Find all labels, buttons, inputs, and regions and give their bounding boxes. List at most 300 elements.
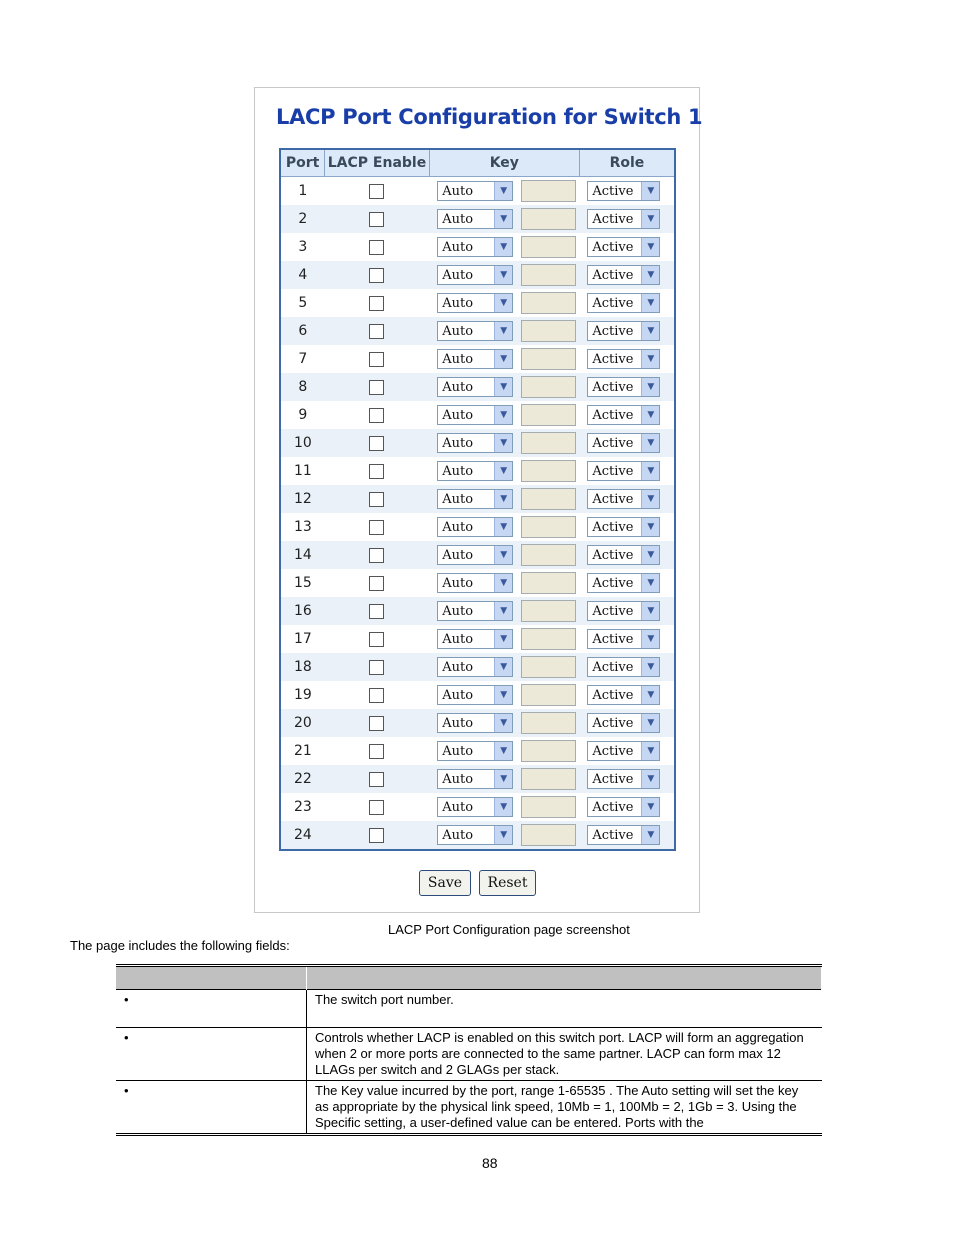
key-select[interactable] [437,265,513,285]
chevron-down-icon[interactable]: ▼ [641,742,659,760]
port-number: 5 [280,289,325,317]
table-row [280,681,675,709]
role-cell [579,513,675,541]
key-select-value: Auto [442,239,474,255]
lacp-enable-cell [325,177,430,206]
role-cell [579,541,675,569]
key-select[interactable] [437,629,513,649]
bullet: • [124,1083,129,1098]
field-description: The switch port number. [307,990,822,1028]
role-select[interactable] [587,489,660,509]
lacp-enable-checkbox[interactable] [369,268,384,283]
port-number: 23 [280,793,325,821]
key-select[interactable] [437,489,513,509]
key-select[interactable] [437,545,513,565]
chevron-down-icon[interactable]: ▼ [494,742,512,760]
role-cell [579,485,675,513]
field-description: The Key value incurred by the port, range 1-65535 . The Auto setting will set the key as appropriate by the physical link speed, 10Mb = 1, 100Mb = 2, 1Gb = 3. Using the Specific setting, a user-defined value can be entered. Ports with the [307,1081,822,1135]
role-select-value: Active [592,603,634,619]
table-row [280,401,675,429]
lacp-enable-checkbox[interactable] [369,828,384,843]
lacp-enable-checkbox[interactable] [369,436,384,451]
lacp-enable-checkbox[interactable] [369,632,384,647]
table-row [280,653,675,681]
key-value-input [521,292,576,314]
key-value-input [521,404,576,426]
chevron-down-icon[interactable]: ▼ [494,658,512,676]
chevron-down-icon[interactable]: ▼ [494,294,512,312]
bullet: • [124,1030,129,1045]
key-select[interactable] [437,377,513,397]
key-select[interactable] [437,181,513,201]
intro-text: The page includes the following fields: [70,938,290,953]
lacp-enable-checkbox[interactable] [369,716,384,731]
role-select[interactable] [587,545,660,565]
role-select-value: Active [592,715,634,731]
chevron-down-icon[interactable]: ▼ [494,518,512,536]
role-select[interactable] [587,517,660,537]
port-number: 9 [280,401,325,429]
key-value-input [521,824,576,846]
role-select-value: Active [592,799,634,815]
chevron-down-icon[interactable]: ▼ [641,518,659,536]
role-cell [579,457,675,485]
table-row [116,1028,822,1081]
reset-button[interactable]: Reset [479,870,536,896]
role-select-value: Active [592,407,634,423]
lacp-enable-cell [325,737,430,765]
key-select-value: Auto [442,603,474,619]
key-select[interactable] [437,769,513,789]
role-select[interactable] [587,713,660,733]
role-cell [579,569,675,597]
role-select-value: Active [592,463,634,479]
role-select[interactable] [587,601,660,621]
lacp-enable-checkbox[interactable] [369,324,384,339]
lacp-enable-cell [325,261,430,289]
lacp-enable-checkbox[interactable] [369,492,384,507]
chevron-down-icon[interactable]: ▼ [641,630,659,648]
role-cell [579,261,675,289]
lacp-enable-cell [325,429,430,457]
port-number: 17 [280,625,325,653]
key-select-value: Auto [442,183,474,199]
key-cell [429,541,579,569]
role-select[interactable] [587,461,660,481]
role-select[interactable] [587,321,660,341]
role-cell [579,205,675,233]
key-select[interactable] [437,601,513,621]
chevron-down-icon[interactable]: ▼ [641,798,659,816]
column-header-key: Key [429,149,579,177]
lacp-enable-checkbox[interactable] [369,520,384,535]
key-select-value: Auto [442,519,474,535]
role-cell [579,597,675,625]
role-select[interactable] [587,741,660,761]
role-select[interactable] [587,825,660,845]
key-select[interactable] [437,685,513,705]
lacp-enable-cell [325,485,430,513]
key-select[interactable] [437,825,513,845]
table-body [280,177,675,851]
lacp-enable-cell [325,373,430,401]
key-select[interactable] [437,713,513,733]
table-row [280,793,675,821]
key-cell [429,513,579,541]
role-cell [579,737,675,765]
role-cell [579,177,675,206]
figure-caption: LACP Port Configuration page screenshot [388,922,630,937]
key-select-value: Auto [442,267,474,283]
table-header-row [280,149,675,177]
key-value-input [521,768,576,790]
lacp-enable-checkbox[interactable] [369,240,384,255]
lacp-enable-checkbox[interactable] [369,212,384,227]
key-cell [429,261,579,289]
chevron-down-icon[interactable]: ▼ [494,602,512,620]
chevron-down-icon[interactable]: ▼ [641,322,659,340]
key-cell [429,625,579,653]
role-cell [579,709,675,737]
key-cell [429,821,579,850]
lacp-enable-cell [325,457,430,485]
lacp-enable-cell [325,205,430,233]
key-select[interactable] [437,209,513,229]
key-select-value: Auto [442,463,474,479]
chevron-down-icon[interactable]: ▼ [494,770,512,788]
key-select-value: Auto [442,547,474,563]
column-header-port: Port [280,149,325,177]
key-value-input [521,348,576,370]
fields-header-object [116,966,307,990]
chevron-down-icon[interactable]: ▼ [641,714,659,732]
table-row [280,373,675,401]
key-select-value: Auto [442,407,474,423]
table-row [280,569,675,597]
role-select[interactable] [587,349,660,369]
lacp-enable-checkbox[interactable] [369,380,384,395]
table-row [280,625,675,653]
lacp-enable-cell [325,681,430,709]
lacp-enable-checkbox[interactable] [369,688,384,703]
lacp-enable-cell [325,401,430,429]
chevron-down-icon[interactable]: ▼ [641,406,659,424]
chevron-down-icon[interactable]: ▼ [641,770,659,788]
role-cell [579,345,675,373]
table-row [280,765,675,793]
lacp-enable-cell [325,345,430,373]
chevron-down-icon[interactable]: ▼ [494,490,512,508]
role-select-value: Active [592,323,634,339]
key-cell [429,401,579,429]
chevron-down-icon[interactable]: ▼ [641,826,659,844]
key-select[interactable] [437,293,513,313]
role-select[interactable] [587,405,660,425]
lacp-enable-cell [325,793,430,821]
chevron-down-icon[interactable]: ▼ [641,294,659,312]
key-cell [429,345,579,373]
key-select[interactable] [437,517,513,537]
chevron-down-icon[interactable]: ▼ [641,686,659,704]
table-row [280,429,675,457]
lacp-enable-cell [325,569,430,597]
key-select[interactable] [437,405,513,425]
lacp-enable-cell [325,709,430,737]
role-select[interactable] [587,629,660,649]
role-cell [579,625,675,653]
role-select-value: Active [592,827,634,843]
chevron-down-icon[interactable]: ▼ [494,798,512,816]
table-row [280,345,675,373]
role-select[interactable] [587,265,660,285]
lacp-enable-checkbox[interactable] [369,576,384,591]
key-select-value: Auto [442,211,474,227]
key-value-input [521,740,576,762]
table-row [280,457,675,485]
key-cell [429,765,579,793]
role-cell [579,429,675,457]
key-select[interactable] [437,321,513,341]
chevron-down-icon[interactable]: ▼ [494,378,512,396]
key-select-value: Auto [442,659,474,675]
chevron-down-icon[interactable]: ▼ [494,686,512,704]
role-select[interactable] [587,181,660,201]
key-select-value: Auto [442,351,474,367]
chevron-down-icon[interactable]: ▼ [641,574,659,592]
field-description: Controls whether LACP is enabled on this switch port. LACP will form an aggregation when 2 or more ports are connected to the same partner. LACP can form max 12 LLAGs per switch and 2 GLAGs per stack. [307,1028,822,1081]
lacp-enable-checkbox[interactable] [369,604,384,619]
key-cell [429,317,579,345]
role-select[interactable] [587,433,660,453]
lacp-enable-checkbox[interactable] [369,548,384,563]
key-select-value: Auto [442,295,474,311]
role-select-value: Active [592,239,634,255]
key-select[interactable] [437,573,513,593]
field-name-cell [116,1028,307,1081]
port-number: 8 [280,373,325,401]
role-select[interactable] [587,657,660,677]
lacp-screenshot-frame [254,87,703,913]
key-select-value: Auto [442,379,474,395]
chevron-down-icon[interactable]: ▼ [494,406,512,424]
table-row [280,205,675,233]
role-select-value: Active [592,519,634,535]
role-cell [579,653,675,681]
key-value-input [521,264,576,286]
lacp-enable-cell [325,317,430,345]
port-number: 1 [280,177,325,206]
table-row [280,233,675,261]
lacp-enable-checkbox[interactable] [369,772,384,787]
role-select[interactable] [587,573,660,593]
table-row [280,289,675,317]
save-button[interactable]: Save [419,870,471,896]
port-number: 20 [280,709,325,737]
lacp-enable-cell [325,821,430,850]
port-number: 10 [280,429,325,457]
key-value-input [521,180,576,202]
role-select-value: Active [592,211,634,227]
table-row [280,513,675,541]
key-select[interactable] [437,237,513,257]
key-select-value: Auto [442,715,474,731]
chevron-down-icon[interactable]: ▼ [494,630,512,648]
lacp-enable-checkbox[interactable] [369,464,384,479]
key-select[interactable] [437,349,513,369]
lacp-enable-checkbox[interactable] [369,352,384,367]
key-select[interactable] [437,461,513,481]
key-value-input [521,572,576,594]
port-number: 6 [280,317,325,345]
lacp-enable-checkbox[interactable] [369,660,384,675]
chevron-down-icon[interactable]: ▼ [494,182,512,200]
chevron-down-icon[interactable]: ▼ [641,462,659,480]
role-cell [579,793,675,821]
key-value-input [521,656,576,678]
chevron-down-icon[interactable]: ▼ [641,350,659,368]
role-select[interactable] [587,293,660,313]
role-select[interactable] [587,685,660,705]
lacp-enable-checkbox[interactable] [369,296,384,311]
chevron-down-icon[interactable]: ▼ [641,182,659,200]
key-select-value: Auto [442,827,474,843]
key-cell [429,205,579,233]
key-value-input [521,488,576,510]
chevron-down-icon[interactable]: ▼ [494,210,512,228]
role-cell [579,681,675,709]
key-value-input [521,516,576,538]
key-cell [429,681,579,709]
table-row [280,597,675,625]
role-cell [579,233,675,261]
key-select-value: Auto [442,771,474,787]
table-row [280,737,675,765]
lacp-enable-checkbox[interactable] [369,184,384,199]
lacp-enable-cell [325,513,430,541]
chevron-down-icon[interactable]: ▼ [641,490,659,508]
role-select[interactable] [587,209,660,229]
role-select-value: Active [592,267,634,283]
key-select-value: Auto [442,435,474,451]
key-select-value: Auto [442,743,474,759]
key-value-input [521,320,576,342]
port-number: 4 [280,261,325,289]
key-cell [429,569,579,597]
chevron-down-icon[interactable]: ▼ [494,546,512,564]
role-cell [579,317,675,345]
role-cell [579,821,675,850]
table-row [280,261,675,289]
chevron-down-icon[interactable]: ▼ [641,546,659,564]
lacp-enable-cell [325,597,430,625]
chevron-down-icon[interactable]: ▼ [641,378,659,396]
chevron-down-icon[interactable]: ▼ [494,322,512,340]
role-select-value: Active [592,183,634,199]
chevron-down-icon[interactable]: ▼ [641,658,659,676]
role-select-value: Active [592,379,634,395]
chevron-down-icon[interactable]: ▼ [494,238,512,256]
role-select[interactable] [587,769,660,789]
role-select-value: Active [592,491,634,507]
port-number: 12 [280,485,325,513]
role-select-value: Active [592,771,634,787]
lacp-enable-checkbox[interactable] [369,744,384,759]
chevron-down-icon[interactable]: ▼ [494,714,512,732]
key-select-value: Auto [442,631,474,647]
chevron-down-icon[interactable]: ▼ [641,238,659,256]
port-number: 2 [280,205,325,233]
port-number: 21 [280,737,325,765]
role-cell [579,289,675,317]
chevron-down-icon[interactable]: ▼ [494,350,512,368]
lacp-enable-checkbox[interactable] [369,408,384,423]
fields-header-description [307,966,822,990]
key-cell [429,289,579,317]
chevron-down-icon[interactable]: ▼ [641,266,659,284]
key-cell [429,653,579,681]
key-cell [429,793,579,821]
key-cell [429,709,579,737]
key-select[interactable] [437,657,513,677]
port-number: 22 [280,765,325,793]
chevron-down-icon[interactable]: ▼ [494,434,512,452]
chevron-down-icon[interactable]: ▼ [494,574,512,592]
role-select-value: Active [592,547,634,563]
role-cell [579,765,675,793]
key-select[interactable] [437,433,513,453]
role-select[interactable] [587,797,660,817]
key-select[interactable] [437,797,513,817]
chevron-down-icon[interactable]: ▼ [641,602,659,620]
chevron-down-icon[interactable]: ▼ [641,434,659,452]
lacp-enable-cell [325,289,430,317]
lacp-enable-checkbox[interactable] [369,800,384,815]
key-select[interactable] [437,741,513,761]
chevron-down-icon[interactable]: ▼ [641,210,659,228]
role-select-value: Active [592,743,634,759]
lacp-enable-cell [325,765,430,793]
lacp-enable-cell [325,653,430,681]
role-select-value: Active [592,435,634,451]
key-value-input [521,432,576,454]
key-value-input [521,600,576,622]
column-header-lacp-enable: LACP Enable [325,149,430,177]
lacp-enable-cell [325,625,430,653]
role-select[interactable] [587,377,660,397]
role-select[interactable] [587,237,660,257]
key-select-value: Auto [442,491,474,507]
page-title: LACP Port Configuration for Switch 1 [276,105,703,129]
port-number: 16 [280,597,325,625]
port-number: 11 [280,457,325,485]
lacp-enable-cell [325,541,430,569]
chevron-down-icon[interactable]: ▼ [494,826,512,844]
chevron-down-icon[interactable]: ▼ [494,462,512,480]
role-select-value: Active [592,687,634,703]
field-name-cell [116,1081,307,1135]
chevron-down-icon[interactable]: ▼ [494,266,512,284]
key-cell [429,233,579,261]
key-value-input [521,460,576,482]
port-number: 7 [280,345,325,373]
key-cell [429,177,579,206]
key-cell [429,457,579,485]
role-select-value: Active [592,575,634,591]
table-row [280,485,675,513]
key-cell [429,429,579,457]
table-row [116,990,822,1028]
table-row [280,317,675,345]
